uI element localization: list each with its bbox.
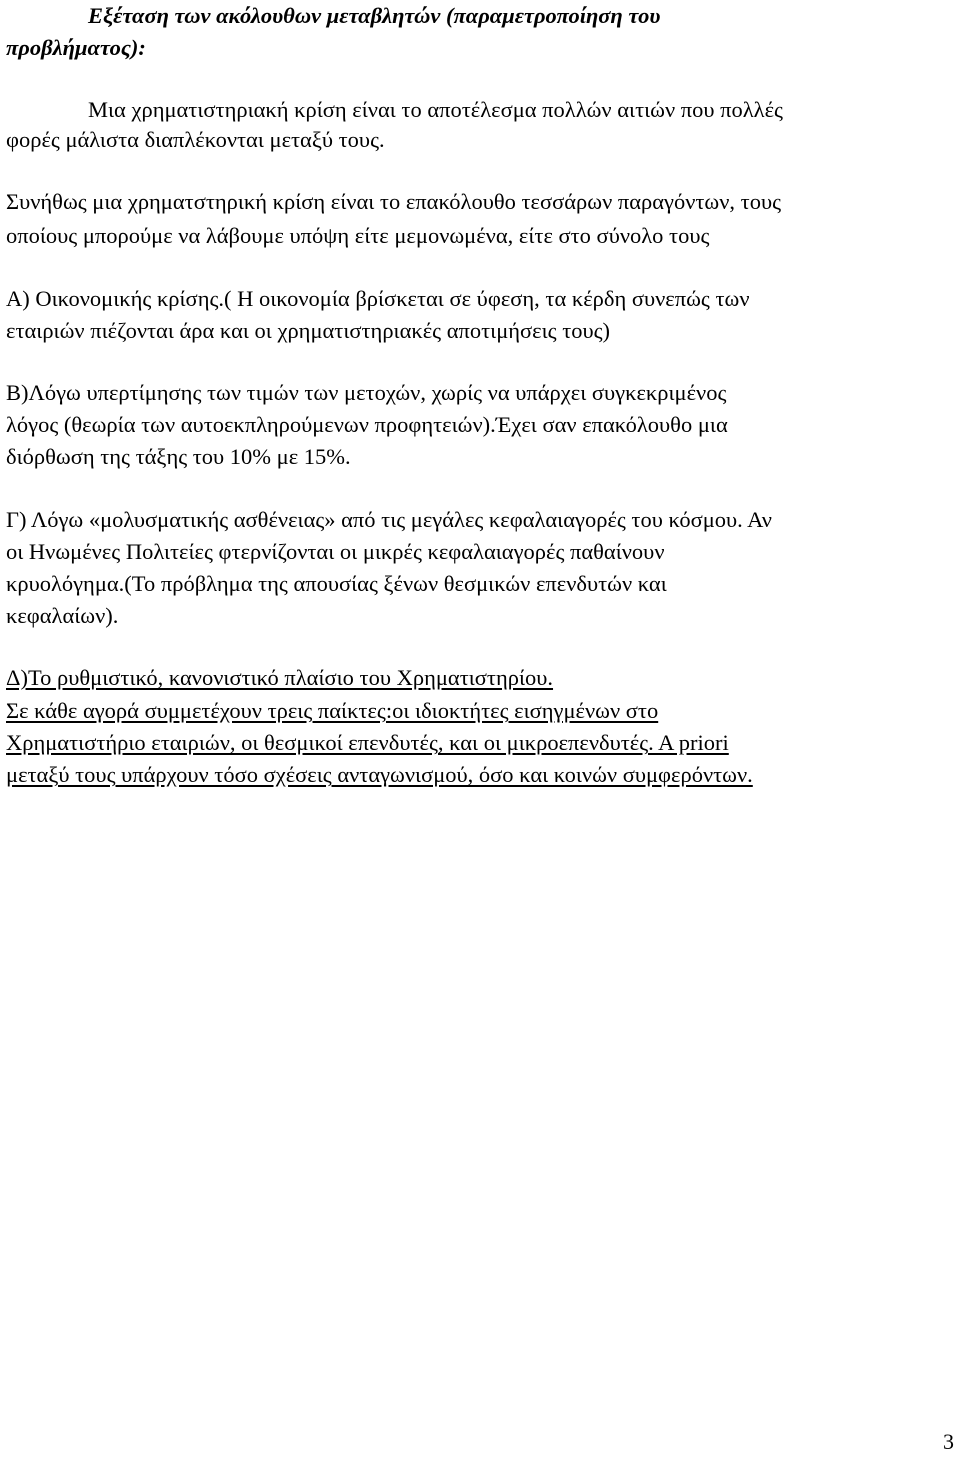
- paragraph-b-line-2: λόγος (θεωρία των αυτοεκπληρούμενων προφητειών).Έχει σαν επακόλουθο μια: [6, 412, 728, 437]
- paragraph-c-line-3: κρυολόγημα.(Το πρόβλημα της απουσίας ξένων θεσμικών επενδυτών και: [6, 571, 667, 596]
- paragraph-1-line-2: φορές μάλιστα διαπλέκονται μεταξύ τους.: [6, 127, 385, 152]
- paragraph-a-line-1: Α) Οικονομικής κρίσης.( Η οικονομία βρίσκεται σε ύφεση, τα κέρδη συνεπώς των: [6, 286, 750, 311]
- paragraph-2-line-2: οποίους μπορούμε να λάβουμε υπόψη είτε μεμονωμένα, είτε στο σύνολο τους: [6, 223, 710, 248]
- paragraph-b-line-1: Β)Λόγω υπερτίμησης των τιμών των μετοχών, χωρίς να υπάρχει συγκεκριμένος: [6, 380, 727, 405]
- paragraph-d-line-3: Χρηματιστήριο εταιριών, οι θεσμικοί επενδυτές, και οι μικροεπενδυτές. Α priori: [6, 730, 729, 755]
- paragraph-d-line-2: Σε κάθε αγορά συμμετέχουν τρεις παίκτες:οι ιδιοκτήτες εισηγμένων στο: [6, 698, 659, 723]
- paragraph-1-line-1: Μια χρηματιστηριακή κρίση είναι το αποτέλεσμα πολλών αιτιών που πολλές: [88, 97, 783, 122]
- paragraph-c-line-2: οι Ηνωμένες Πολιτείες φτερνίζονται οι μικρές κεφαλαιαγορές παθαίνουν: [6, 539, 665, 564]
- paragraph-d-line-1: Δ)Το ρυθμιστικό, κανονιστικό πλαίσιο του Χρηματιστηρίου.: [6, 665, 554, 690]
- paragraph-c-line-4: κεφαλαίων).: [6, 603, 119, 628]
- heading-line-2: προβλήματος):: [6, 35, 146, 60]
- paragraph-c-line-1: Γ) Λόγω «μολυσματικής ασθένειας» από τις μεγάλες κεφαλαιαγορές του κόσμου. Αν: [6, 507, 772, 532]
- paragraph-b-line-3: διόρθωση της τάξης του 10% με 15%.: [6, 444, 351, 469]
- heading-line-1: Εξέταση των ακόλουθων μεταβλητών (παραμετροποίηση του: [88, 3, 661, 28]
- paragraph-a-line-2: εταιριών πιέζονται άρα και οι χρηματιστηριακές αποτιμήσεις τους): [6, 318, 611, 343]
- page-number: 3: [943, 1429, 954, 1454]
- paragraph-2-line-1: Συνήθως μια χρηματστηρική κρίση είναι το επακόλουθο τεσσάρων παραγόντων, τους: [6, 189, 782, 214]
- paragraph-d-line-4: μεταξύ τους υπάρχουν τόσο σχέσεις ανταγωνισμού, όσο και κοινών συμφερόντων.: [6, 762, 753, 787]
